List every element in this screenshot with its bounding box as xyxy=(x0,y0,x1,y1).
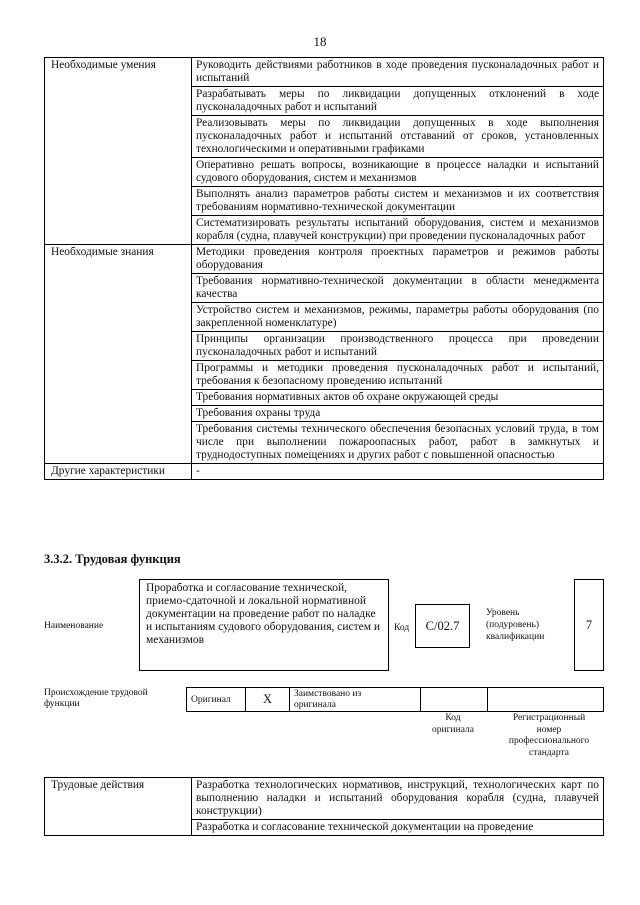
knowledge-item: Программы и методики проведения пусконаладочных работ и испытаний, требования к безопасному проведению испытаний xyxy=(192,361,604,390)
original-code-cell xyxy=(421,688,488,712)
skill-item: Систематизировать результаты испытаний оборудования, систем и механизмов корабля (судна, плавучей конструкции) при проведении пусконаладочных работ xyxy=(192,216,604,245)
knowledge-item: Принципы организации производственного процесса при проведении пусконаладочных работ и испытаний xyxy=(192,332,604,361)
code-caption xyxy=(418,713,488,736)
borrowed-label-line: оригинала xyxy=(294,699,336,710)
borrowed-label-line: Заимствовано из xyxy=(294,689,362,699)
borrowed-label xyxy=(290,688,421,712)
other-value: - xyxy=(192,464,604,480)
knowledge-label: Необходимые знания xyxy=(45,245,192,464)
knowledge-item: Требования нормативных актов об охране окружающей среды xyxy=(192,390,604,406)
page-number: 18 xyxy=(313,34,327,49)
registration-caption-line: номер xyxy=(536,724,562,735)
original-mark: X xyxy=(246,688,290,712)
code-box: C/02.7 xyxy=(415,604,470,648)
registration-caption-line: стандарта xyxy=(529,747,569,758)
actions-table xyxy=(44,777,604,836)
level-label-line: квалификации xyxy=(486,632,545,642)
origin-label xyxy=(44,688,148,710)
actions-label: Трудовые действия xyxy=(45,778,192,836)
function-name-box: Проработка и согласование технической, приемо-сдаточной и локальной нормативной документации на проведение работ по наладке и испытаниям судового оборудования, систем и механизмов xyxy=(139,579,389,671)
table-row xyxy=(45,58,604,87)
table-row xyxy=(45,245,604,274)
code-caption-line: оригинала xyxy=(432,724,474,735)
origin-label-line: функции xyxy=(44,699,80,709)
skill-item: Разрабатывать меры по ликвидации допущенных отклонений в ходе пусконаладочных работ и испытаний xyxy=(192,87,604,116)
table-row xyxy=(45,464,604,480)
code-caption-line: Код xyxy=(445,713,461,723)
table-row xyxy=(45,778,604,820)
knowledge-item: Методики проведения контроля проектных параметров и режимов работы оборудования xyxy=(192,245,604,274)
other-label: Другие характеристики xyxy=(45,464,192,480)
level-label-line: (подуровень) xyxy=(486,620,540,630)
knowledge-item: Требования нормативно-технической документации в области менеджмента качества xyxy=(192,274,604,303)
skill-item: Руководить действиями работников в ходе проведения пусконаладочных работ и испытаний xyxy=(192,58,604,87)
registration-caption-line: Регистрационный xyxy=(512,713,586,723)
origin-label-line: Происхождение трудовой xyxy=(44,688,148,698)
level-box: 7 xyxy=(574,579,604,671)
action-item: Разработка и согласование технической документации на проведение xyxy=(192,820,604,836)
skill-item: Оперативно решать вопросы, возникающие в процессе наладки и испытаний судового оборудования, систем и механизмов xyxy=(192,158,604,187)
original-label: Оригинал xyxy=(187,688,246,712)
knowledge-item: Требования охраны труда xyxy=(192,406,604,422)
action-item: Разработка технологических нормативов, инструкций, технологических карт по выполнению наладки и испытаний оборудования корабля (судна, плавучей конструкции) xyxy=(192,778,604,820)
requirements-table xyxy=(44,57,604,480)
knowledge-item: Устройство систем и механизмов, режимы, параметры работы оборудования (по закрепленной номенклатуре) xyxy=(192,303,604,332)
code-label: Код xyxy=(394,623,410,633)
knowledge-item: Требования системы технического обеспечения безопасных условий труда, в том числе при выполнении пожароопасных работ, работ в замкнутых и труднодоступных помещениях и других работ с повышенной опасностью xyxy=(192,422,604,464)
registration-caption xyxy=(494,713,604,759)
skill-item: Реализовывать меры по ликвидации допущенных в ходе выполнения пусконаладочных работ и испытаний отставаний от сроков, установленных технологическими и оперативными графиками xyxy=(192,116,604,158)
origin-table xyxy=(186,687,604,712)
section-title: 3.3.2. Трудовая функция xyxy=(44,552,181,566)
level-label xyxy=(486,607,544,643)
skill-item: Выполнять анализ параметров работы систем и механизмов и их соответствия требованиям нормативно-технической документации xyxy=(192,187,604,216)
registration-caption-line: профессионального xyxy=(508,736,590,746)
table-row xyxy=(187,688,604,712)
level-label-line: Уровень xyxy=(486,608,520,618)
skills-label: Необходимые умения xyxy=(45,58,192,245)
registration-number-cell xyxy=(488,688,604,712)
name-label: Наименование xyxy=(44,621,104,631)
